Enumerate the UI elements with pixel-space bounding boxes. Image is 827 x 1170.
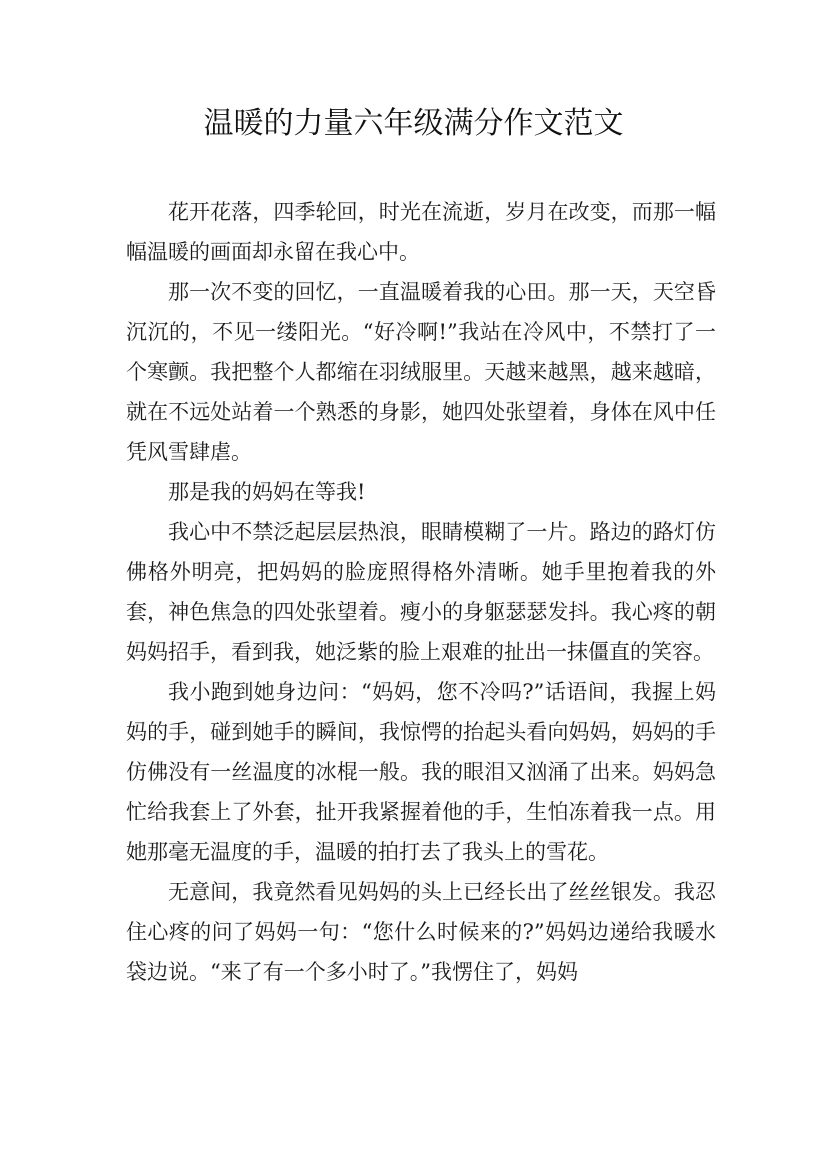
paragraph: 那一次不变的回忆，一直温暖着我的心田。那一天，天空昏沉沉的，不见一缕阳光。“好冷啊!”我站在冷风中，不禁打了一个寒颤。我把整个人都缩在羽绒服里。天越来越黑，越来越暗，就在不远处站着一个熟悉的身影，她四处张望着，身体在风中任凭风雪肆虐。	[126, 280, 716, 464]
document-title: 温暖的力量六年级满分作文范文	[203, 106, 624, 141]
paragraph: 我小跑到她身边问：“妈妈，您不冷吗?”话语间，我握上妈妈的手，碰到她手的瞬间，我惊愕的抬起头看向妈妈，妈妈的手仿佛没有一丝温度的冰棍一般。我的眼泪又汹涌了出来。妈妈急忙给我套上了外套，扯开我紧握着他的手，生怕冻着我一点。用她那毫无温度的手，温暖的拍打去了我头上的雪花。	[126, 680, 716, 864]
paragraph: 花开花落，四季轮回，时光在流逝，岁月在改变，而那一幅幅温暖的画面却永留在我心中。	[126, 200, 716, 264]
paragraph: 我心中不禁泛起层层热浪，眼睛模糊了一片。路边的路灯仿佛格外明亮，把妈妈的脸庞照得格外清晰。她手里抱着我的外套，神色焦急的四处张望着。瘦小的身躯瑟瑟发抖。我心疼的朝妈妈招手，看到我，她泛紫的脸上艰难的扯出一抹僵直的笑容。	[126, 520, 716, 664]
paragraph: 无意间，我竟然看见妈妈的头上已经长出了丝丝银发。我忍住心疼的问了妈妈一句：“您什么时候来的?”妈妈边递给我暖水袋边说。“来了有一个多小时了。”我愣住了，妈妈	[126, 880, 716, 984]
paragraph: 那是我的妈妈在等我!	[168, 480, 366, 504]
document-body	[126, 192, 716, 992]
